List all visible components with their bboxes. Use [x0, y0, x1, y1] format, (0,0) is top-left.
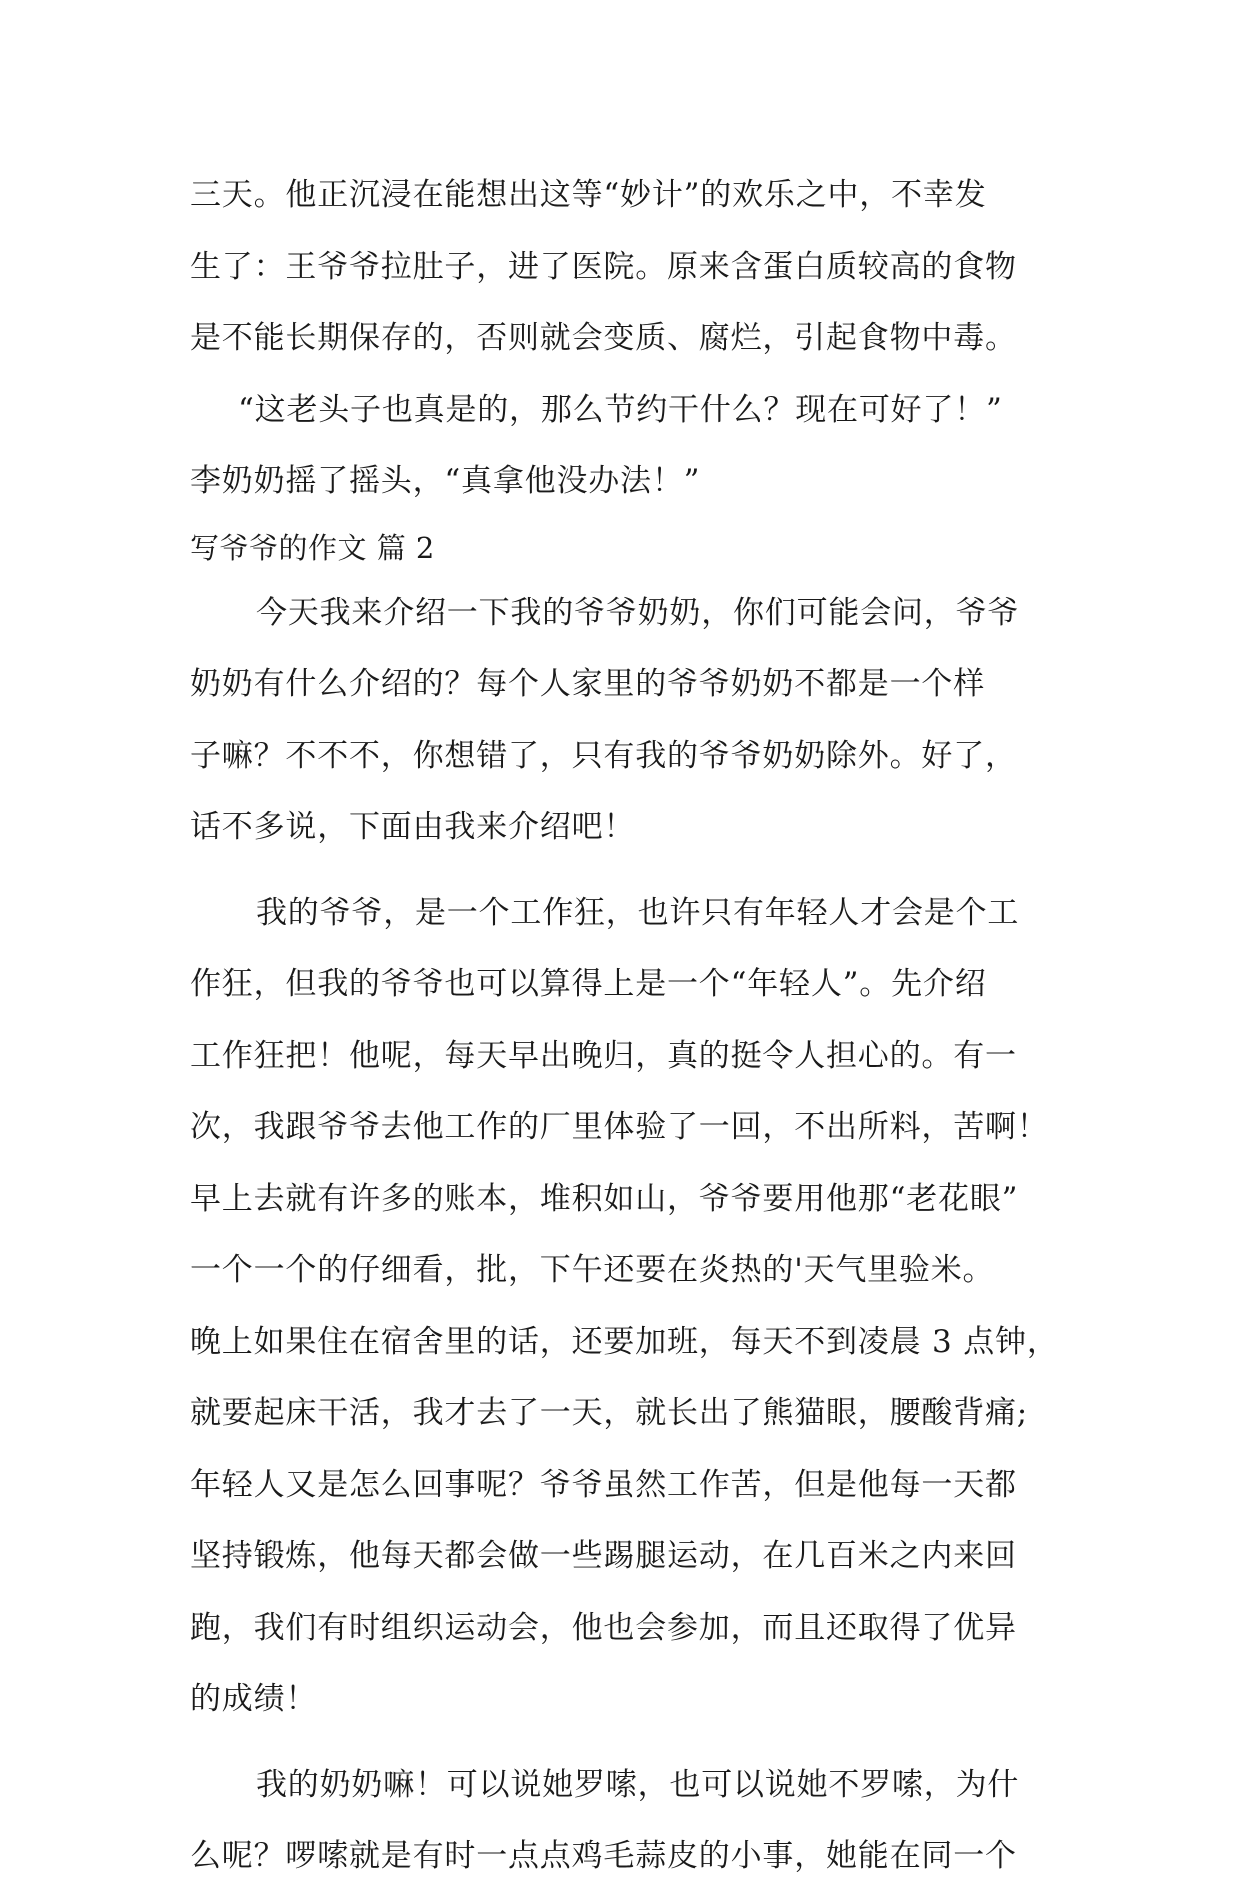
- text-line: “这老头子也真是的，那么节约干什么？现在可好了！”: [238, 391, 1003, 428]
- text-line: 年轻人又是怎么回事呢？爷爷虽然工作苦，但是他每一天都: [190, 1466, 1017, 1503]
- paragraph-quote: [190, 375, 1060, 518]
- paragraph-intro: [190, 578, 1060, 864]
- text-line: 坚持锻炼，他每天都会做一些踢腿运动，在几百米之内来回: [190, 1538, 1017, 1574]
- text-line: 跑，我们有时组织运动会，他也会参加，而且还取得了优异: [190, 1609, 1017, 1646]
- paragraph-grandpa: [190, 878, 1060, 1736]
- text-line: 子嘛？不不不，你想错了，只有我的爷爷奶奶除外。好了，: [190, 737, 1017, 774]
- document-page: [190, 160, 1060, 1893]
- text-line: 话不多说，下面由我来介绍吧！: [190, 809, 636, 845]
- text-line: 工作狂把！他呢，每天早出晚归，真的挺令人担心的。有一: [190, 1037, 1017, 1074]
- text-line: 么呢？啰嗦就是有时一点点鸡毛蒜皮的小事，她能在同一个: [190, 1838, 1017, 1874]
- text-line: 奶奶有什么介绍的？每个人家里的爷爷奶奶不都是一个样: [190, 666, 985, 702]
- text-line: 生了：王爷爷拉肚子，进了医院。原来含蛋白质较高的食物: [190, 248, 1017, 285]
- text-line: 一个一个的仔细看，批，下午还要在炎热的'天气里验米。: [190, 1252, 995, 1288]
- text-line: 晚上如果住在宿舍里的话，还要加班，每天不到凌晨 3 点钟，: [190, 1323, 1059, 1360]
- text-line: 我的爷爷，是一个工作狂，也许只有年轻人才会是个工: [256, 894, 1020, 931]
- text-line: 我的奶奶嘛！可以说她罗嗦，也可以说她不罗嗦，为什: [256, 1766, 1020, 1803]
- text-line: 次，我跟爷爷去他工作的厂里体验了一回，不出所料，苦啊！: [190, 1109, 1049, 1145]
- paragraph-grandma: [190, 1750, 1060, 1893]
- text-line: 的成绩！: [190, 1681, 318, 1717]
- text-line: 作狂，但我的爷爷也可以算得上是一个“年轻人”。先介绍: [190, 966, 987, 1002]
- text-line: 早上去就有许多的账本，堆积如山，爷爷要用他那“老花眼”: [190, 1180, 1019, 1217]
- paragraph-continued: [190, 160, 1060, 375]
- section-heading: 写爷爷的作文 篇 2: [190, 530, 435, 565]
- text-line: 就要起床干活，我才去了一天，就长出了熊猫眼，腰酸背痛;: [190, 1395, 1029, 1431]
- text-line: 是不能长期保存的，否则就会变质、腐烂，引起食物中毒。: [190, 320, 1017, 356]
- text-line: 今天我来介绍一下我的爷爷奶奶，你们可能会问，爷爷: [256, 594, 1020, 631]
- text-line: 李奶奶摇了摇头，“真拿他没办法！”: [190, 463, 701, 499]
- text-line: 三天。他正沉浸在能想出这等“妙计”的欢乐之中，不幸发: [190, 177, 987, 213]
